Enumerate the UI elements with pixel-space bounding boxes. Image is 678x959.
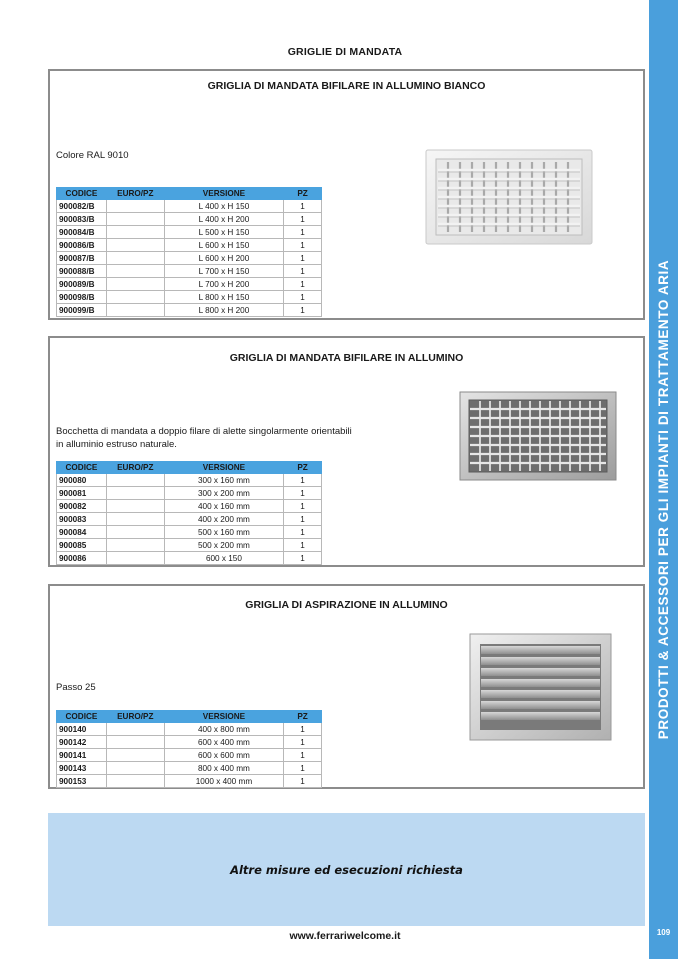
- table-row: [57, 252, 322, 265]
- cell-pz: 1: [284, 775, 322, 788]
- header-codice: CODICE: [57, 188, 107, 200]
- section-return-grille: [48, 584, 645, 789]
- cell-pz: 1: [284, 539, 322, 552]
- cell-pz: 1: [284, 304, 322, 317]
- table-row: [57, 239, 322, 252]
- table-row: [57, 513, 322, 526]
- cell-pz: 1: [284, 526, 322, 539]
- table-row: [57, 487, 322, 500]
- table-row: [57, 723, 322, 736]
- cell-euro: [106, 539, 164, 552]
- cell-codice: 900143: [57, 762, 107, 775]
- cell-codice: 900085: [57, 539, 107, 552]
- cell-euro: [106, 239, 164, 252]
- cell-versione: L 800 x H 150: [164, 291, 283, 304]
- cell-euro: [106, 500, 164, 513]
- section-description: Colore RAL 9010: [56, 150, 129, 161]
- white-double-deflection-grille-image: [424, 148, 594, 253]
- cell-euro: [106, 513, 164, 526]
- footer-url[interactable]: www.ferrariwelcome.it: [289, 930, 401, 942]
- cell-euro: [106, 304, 164, 317]
- header-pz: PZ: [284, 711, 322, 723]
- table-row: [57, 474, 322, 487]
- cell-versione: L 800 x H 200: [164, 304, 283, 317]
- cell-euro: [106, 723, 164, 736]
- banner-text: Altre misure ed esecuzioni richiesta: [230, 863, 463, 877]
- page-title: GRIGLIE DI MANDATA: [287, 46, 403, 58]
- cell-euro: [106, 474, 164, 487]
- cell-versione: 400 x 800 mm: [164, 723, 283, 736]
- cell-euro: [106, 762, 164, 775]
- cell-versione: L 700 x H 200: [164, 278, 283, 291]
- product-table: [56, 187, 322, 317]
- section-white-grille: [48, 69, 645, 320]
- cell-euro: [106, 252, 164, 265]
- cell-versione: L 600 x H 150: [164, 239, 283, 252]
- cell-euro: [106, 213, 164, 226]
- cell-codice: 900080: [57, 474, 107, 487]
- cell-codice: 900083: [57, 513, 107, 526]
- section-description: Bocchetta di mandata a doppio filare di alette singolarmente orientabili in alluminio estruso naturale.: [56, 426, 352, 450]
- cell-pz: 1: [284, 474, 322, 487]
- cell-versione: L 700 x H 150: [164, 265, 283, 278]
- table-row: [57, 265, 322, 278]
- cell-pz: 1: [284, 762, 322, 775]
- header-codice: CODICE: [57, 711, 107, 723]
- cell-codice: 900082/B: [57, 200, 107, 213]
- table-row: [57, 304, 322, 317]
- table-row: [57, 736, 322, 749]
- table-row: [57, 775, 322, 788]
- cell-pz: 1: [284, 265, 322, 278]
- section-title: GRIGLIA DI MANDATA BIFILARE IN ALLUMINO BIANCO: [207, 80, 486, 92]
- sidebar-title: PRODOTTI & ACCESSORI PER GLI IMPIANTI DI TRATTAMENTO ARIA: [656, 259, 672, 740]
- cell-codice: 900142: [57, 736, 107, 749]
- table-row: [57, 500, 322, 513]
- cell-versione: 400 x 200 mm: [164, 513, 283, 526]
- table-row: [57, 749, 322, 762]
- cell-codice: 900086: [57, 552, 107, 565]
- cell-versione: L 400 x H 200: [164, 213, 283, 226]
- table-row: [57, 539, 322, 552]
- cell-codice: 900088/B: [57, 265, 107, 278]
- table-row: [57, 278, 322, 291]
- cell-pz: 1: [284, 500, 322, 513]
- cell-pz: 1: [284, 749, 322, 762]
- cell-versione: L 500 x H 150: [164, 226, 283, 239]
- cell-euro: [106, 200, 164, 213]
- cell-codice: 900084/B: [57, 226, 107, 239]
- cell-euro: [106, 552, 164, 565]
- table-row: [57, 226, 322, 239]
- section-aluminium-grille: [48, 336, 645, 567]
- cell-pz: 1: [284, 552, 322, 565]
- page-number: 109: [656, 928, 671, 937]
- header-codice: CODICE: [57, 462, 107, 474]
- cell-versione: 800 x 400 mm: [164, 762, 283, 775]
- cell-euro: [106, 775, 164, 788]
- cell-versione: 600 x 150: [164, 552, 283, 565]
- table-row: [57, 526, 322, 539]
- header-euro: EURO/PZ: [106, 711, 164, 723]
- cell-pz: 1: [284, 736, 322, 749]
- cell-versione: 1000 x 400 mm: [164, 775, 283, 788]
- aluminium-double-deflection-grille-image: [458, 390, 618, 489]
- cell-versione: L 400 x H 150: [164, 200, 283, 213]
- table-row: [57, 291, 322, 304]
- cell-pz: 1: [284, 278, 322, 291]
- cell-versione: 300 x 200 mm: [164, 487, 283, 500]
- cell-euro: [106, 226, 164, 239]
- cell-pz: 1: [284, 239, 322, 252]
- cell-codice: 900153: [57, 775, 107, 788]
- header-pz: PZ: [284, 462, 322, 474]
- cell-codice: 900089/B: [57, 278, 107, 291]
- section-description: Passo 25: [56, 682, 96, 693]
- cell-euro: [106, 265, 164, 278]
- header-euro: EURO/PZ: [106, 462, 164, 474]
- cell-versione: 300 x 160 mm: [164, 474, 283, 487]
- cell-pz: 1: [284, 487, 322, 500]
- cell-versione: 600 x 400 mm: [164, 736, 283, 749]
- header-euro: EURO/PZ: [106, 188, 164, 200]
- cell-pz: 1: [284, 213, 322, 226]
- header-versione: VERSIONE: [164, 711, 283, 723]
- cell-versione: 500 x 160 mm: [164, 526, 283, 539]
- table-row: [57, 552, 322, 565]
- cell-euro: [106, 749, 164, 762]
- table-row: [57, 762, 322, 775]
- cell-euro: [106, 526, 164, 539]
- cell-pz: 1: [284, 723, 322, 736]
- section-title: GRIGLIA DI MANDATA BIFILARE IN ALLUMINO: [229, 352, 464, 364]
- product-table: [56, 710, 322, 788]
- cell-codice: 900086/B: [57, 239, 107, 252]
- aluminium-return-grille-image: [468, 632, 613, 747]
- cell-codice: 900087/B: [57, 252, 107, 265]
- cell-versione: 500 x 200 mm: [164, 539, 283, 552]
- cell-codice: 900084: [57, 526, 107, 539]
- product-table: [56, 461, 322, 565]
- cell-codice: 900141: [57, 749, 107, 762]
- header-versione: VERSIONE: [164, 188, 283, 200]
- cell-euro: [106, 736, 164, 749]
- cell-codice: 900098/B: [57, 291, 107, 304]
- table-row: [57, 200, 322, 213]
- cell-pz: 1: [284, 291, 322, 304]
- cell-pz: 1: [284, 226, 322, 239]
- cell-pz: 1: [284, 513, 322, 526]
- header-pz: PZ: [284, 188, 322, 200]
- cell-versione: L 600 x H 200: [164, 252, 283, 265]
- info-banner: [48, 813, 645, 926]
- cell-euro: [106, 278, 164, 291]
- section-title: GRIGLIA DI ASPIRAZIONE IN ALLUMINO: [245, 599, 448, 611]
- cell-euro: [106, 291, 164, 304]
- cell-euro: [106, 487, 164, 500]
- cell-versione: 400 x 160 mm: [164, 500, 283, 513]
- cell-pz: 1: [284, 200, 322, 213]
- header-versione: VERSIONE: [164, 462, 283, 474]
- cell-pz: 1: [284, 252, 322, 265]
- cell-codice: 900081: [57, 487, 107, 500]
- cell-codice: 900140: [57, 723, 107, 736]
- cell-codice: 900083/B: [57, 213, 107, 226]
- cell-versione: 600 x 600 mm: [164, 749, 283, 762]
- cell-codice: 900099/B: [57, 304, 107, 317]
- table-row: [57, 213, 322, 226]
- cell-codice: 900082: [57, 500, 107, 513]
